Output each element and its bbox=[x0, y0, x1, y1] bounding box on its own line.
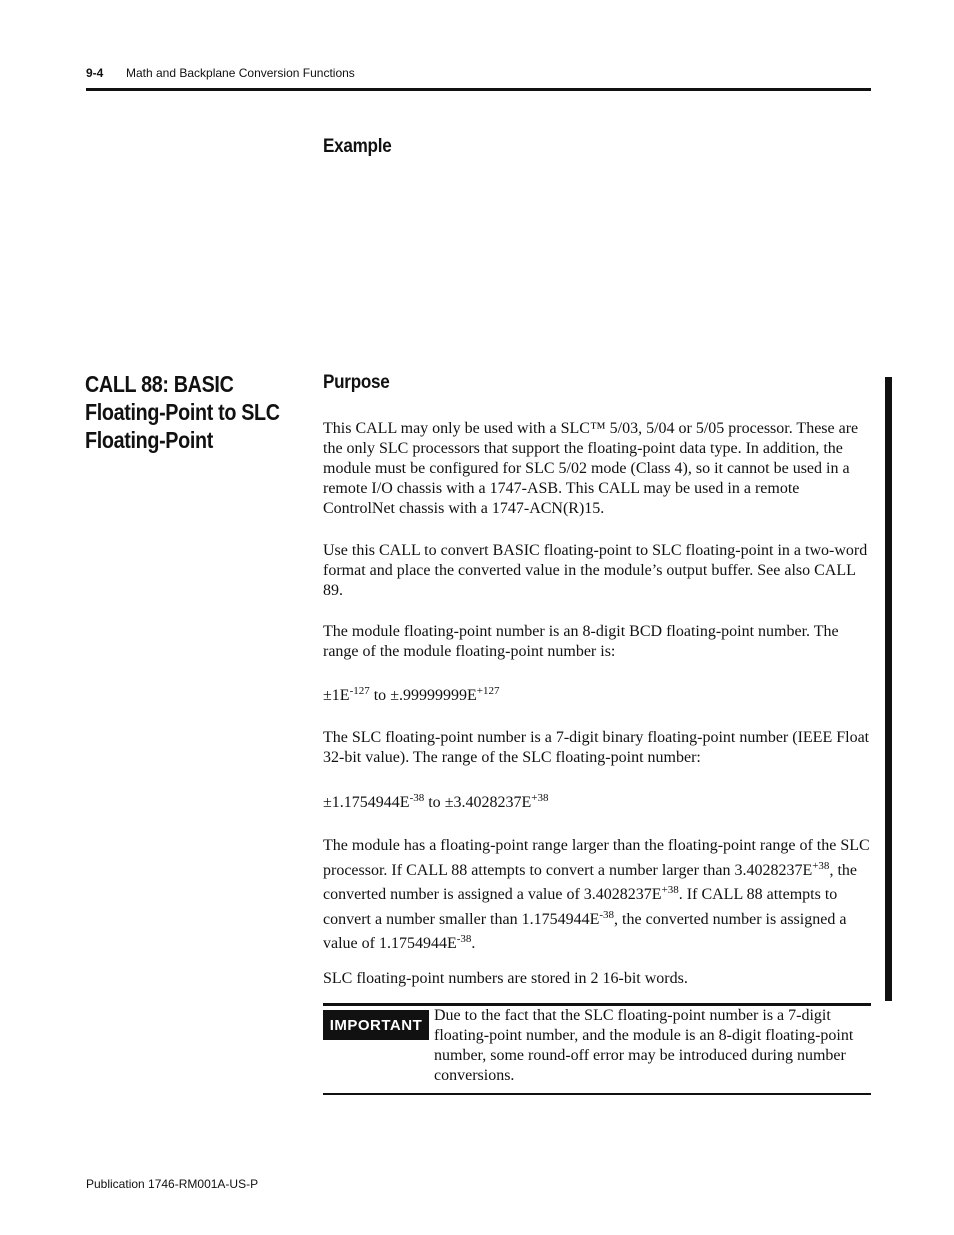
module-range-connector: to bbox=[369, 687, 391, 704]
section-title bbox=[85, 370, 303, 454]
module-range-low-base: ±1E bbox=[323, 687, 350, 704]
slc-range-high-base: ±3.4028237E bbox=[444, 794, 532, 811]
paragraph-4: The SLC floating-point number is a 7-digit binary floating-point number (IEEE Float 32-bit value). The range of the SLC floating-point number: bbox=[323, 729, 870, 766]
header-rule bbox=[86, 88, 871, 91]
paragraph-3: The module floating-point number is an 8-digit BCD floating-point number. The range of the module floating-point number is: bbox=[323, 623, 839, 660]
chapter-title: Math and Backplane Conversion Functions bbox=[126, 66, 355, 80]
p5-text-3: . If CALL 88 attempts to convert a number smaller than 1.1754944E bbox=[323, 886, 838, 928]
module-range bbox=[323, 686, 873, 706]
section-title-line-2: Floating-Point to SLC bbox=[85, 399, 280, 425]
paragraph-1: This CALL may only be used with a SLC™ 5/03, 5/04 or 5/05 processor. These are the only SLC processors that support the floating-point data type. In addition, the module must be configured for SLC 5/02 mode (Class 4), so it cannot be used in a remote I/O chassis with a 1747-ASB. This CALL may be used in a remote ControlNet chassis with a 1747-ACN(R)15. bbox=[323, 420, 859, 517]
p5-text-5: . bbox=[471, 935, 476, 952]
page-number: 9-4 bbox=[86, 66, 104, 80]
paragraph-2: Use this CALL to convert BASIC floating-point to SLC floating-point in a two-word format and place the converted value in the module’s output buffer. See also CALL 89. bbox=[323, 542, 868, 599]
important-badge: IMPORTANT bbox=[323, 1010, 429, 1040]
module-range-low-exp: -127 bbox=[349, 685, 370, 697]
p5-exp-2: +38 bbox=[661, 884, 679, 896]
example-heading: Example bbox=[323, 136, 392, 157]
slc-range-connector: to bbox=[424, 794, 445, 811]
p5-exp-1: +38 bbox=[812, 859, 830, 872]
p5-text-1: The module has a floating-point range larger than the floating-point range of the SLC processor. If CALL 88 attempts to convert a number larger than 3.4028237E bbox=[323, 837, 870, 879]
p5-text-2: , the converted number is assigned a value of 3.4028237E bbox=[323, 861, 857, 903]
paragraph-5 bbox=[323, 834, 873, 957]
purpose-heading: Purpose bbox=[323, 372, 390, 393]
slc-range-low-base: ±1.1754944E bbox=[323, 794, 410, 811]
p5-exp-3: -38 bbox=[599, 908, 615, 921]
paragraph-6: SLC floating-point numbers are stored in 2 16-bit words. bbox=[323, 970, 688, 987]
p5-exp-4: -38 bbox=[456, 933, 472, 945]
module-range-high-exp: +127 bbox=[476, 685, 500, 697]
publication-footer: Publication 1746-RM001A-US-P bbox=[86, 1177, 259, 1191]
section-title-line-3: Floating-Point bbox=[85, 427, 213, 453]
module-range-high-base: ±.99999999E bbox=[390, 687, 477, 704]
change-bar bbox=[885, 377, 892, 1001]
important-text: Due to the fact that the SLC floating-point number is a 7-digit floating-point number, and the module is an 8-digit floating-point number, some round-off error may be introduced during number conversions. bbox=[434, 1007, 854, 1084]
important-rule-bottom bbox=[323, 1093, 871, 1095]
p5-text-4: , the converted number is assigned a value of 1.1754944E bbox=[323, 910, 847, 952]
slc-range-high-exp: +38 bbox=[531, 792, 549, 804]
section-title-line-1: CALL 88: BASIC bbox=[85, 371, 234, 397]
slc-range-low-exp: -38 bbox=[409, 792, 425, 804]
slc-range bbox=[323, 793, 873, 813]
